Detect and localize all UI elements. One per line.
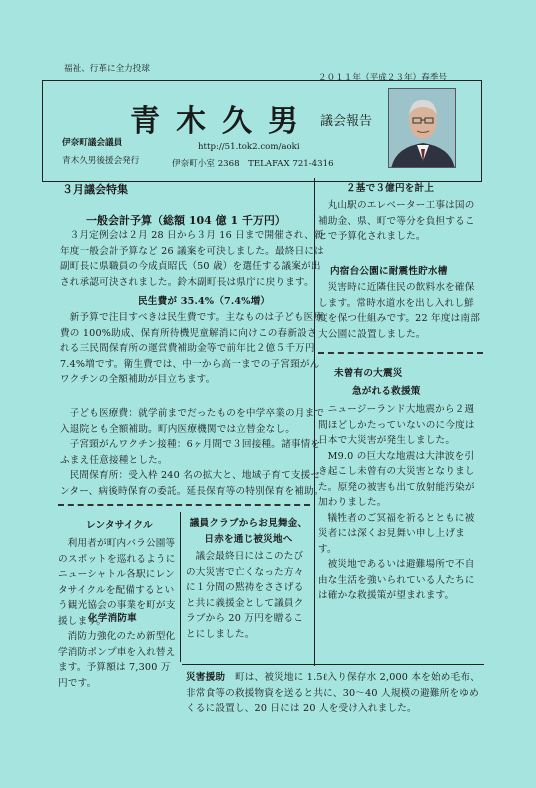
quake-text-3: 犠牲者のご冥福を祈るとともに被災者には深くお見舞い申し上げます。	[318, 512, 475, 555]
medical-item: 子ども医療費：就学前までだったものを中学卒業の月まで入退院とも全額補助。町内医療機関では立替金なし。	[60, 408, 325, 435]
club-text: 議会最終日にはこのたびの大災害で亡くなった方々に１分間の黙祷をささげると共に義援金として議員クラブから 20 万円を贈ることにしました。	[186, 551, 304, 640]
tank-paragraph	[318, 280, 483, 342]
portrait-photo	[388, 88, 456, 168]
website-url: http://51.tok2.com/aoki	[198, 142, 300, 152]
fire-truck-text: 消防力強化のため新型化学消防ポンプ車を入れ替えます。予算額は 7,300 万円です。	[58, 631, 176, 689]
elevator-heading: ２基で３億円を計上	[346, 183, 435, 194]
divider-left	[58, 504, 310, 506]
welfare-heading: 民生費が 35.4%（7.4%増）	[138, 296, 271, 307]
separator-horizontal	[182, 664, 484, 665]
tank-heading: 内宿台公園に耐震性貯水槽	[330, 266, 448, 277]
masthead-title: 青木久男	[130, 104, 314, 139]
member-role: 伊奈町議会議員	[62, 138, 123, 148]
nursery-item: 民間保育所：受入枠 240 名の拡大と、地域子育て支援センター、病後時保育の委託。延長保育等の特別保育を補助。	[60, 470, 324, 497]
welfare-text: 新予算で注目すべきは民生費です。主なものは子ども医療費の 100%助成、保育所待機児童解消に向けこの春新設される三民間保育所の運営費補助金等で前年比２億５千万円 7.4%増です。衛生費では、中一から高一までの子宮頸がんワクチンの全額補助が目立ちます。	[60, 312, 324, 385]
section-title-march: ３月議会特集	[62, 183, 128, 196]
aid-text: 町は、被災地に 1.5ℓ入り保存水 2,000 本を始め毛布、非常食等の救援物資を送ると共に、30～40 人規模の避難所をゆめくるに設置し、20 日には 20 人を受け入れました。	[186, 672, 480, 714]
fire-truck-paragraph	[58, 629, 178, 691]
contact-info: 伊奈町小室 2368 TELAFAX 721-4316	[172, 159, 334, 169]
budget-heading: 一般会計予算（総額 104 億 1 千万円）	[86, 214, 286, 227]
budget-text: ３月定例会は２月 28 日から３月 16 日まで開催され、新年度一般会計予算など 26 議案を可決しました。最終日には副町長に県職員の今成貞昭氏（50 歳）を選任する議案が出され承認可決されました。鈴木副町長は県庁に戻ります。	[60, 230, 324, 288]
quake-heading-1: 未曾有の大震災	[334, 368, 403, 379]
tank-text: 災害時に近隣住民の飲料水を確保します。常時水道水を出し入れし鮮度を保つ仕組みです。22 年度は南部大公園に設置しました。	[318, 282, 480, 340]
rental-cycle-heading: レンタサイクル	[86, 520, 153, 531]
vaccine-item: 子宮頸がんワクチン接種：6ヶ月間で３回接種。諸事情をふまえ任意接種とした。	[60, 439, 321, 466]
publisher: 青木久男後援会発行	[62, 156, 140, 166]
quake-text-4: 被災地であるいは避難場所で不自由な生活を強いられている人たちには確かな救援策が望まれます。	[318, 559, 475, 601]
quake-text-1: ニュージーランド大地震から２週間ほどしかたっていないのに今度は日本で大災害が発生しました。	[318, 404, 475, 446]
fire-truck-heading: 化学消防車	[88, 613, 137, 624]
quake-heading-2: 急がれる救援策	[352, 386, 421, 397]
quake-text-2: M9.0 の巨大な地震は大津波を引き起こし未曾有の大災害となりました。原発の被害も出て放射能汚染が加わりました。	[318, 450, 475, 508]
aid-heading: 災害援助	[186, 672, 235, 683]
divider-right	[318, 352, 483, 354]
issue-date: ２０１１年（平成２３年）春季号	[318, 73, 447, 83]
slogan: 福祉、行革に全力投球	[64, 64, 150, 74]
medical-list	[60, 406, 325, 499]
elevator-paragraph	[318, 198, 483, 245]
club-heading: 議員クラブからお見舞金、日赤を通じ被災地へ	[189, 518, 308, 545]
elevator-text: 丸山駅のエレベーター工事は国の補助金、県、町で等分を負担することで予算化されました。	[318, 200, 475, 242]
quake-paragraph	[318, 402, 483, 604]
separator-vertical-1	[180, 512, 181, 662]
budget-paragraph	[60, 228, 325, 290]
separator-vertical-2	[314, 178, 315, 666]
rental-cycle-text: 利用者が町内バラ公園等のスポットを巡れるようにニューシャトル各駅にレンタサイクルを配備するという観光協会の事業を町が支援します。	[58, 538, 176, 627]
club-paragraph	[186, 549, 308, 642]
aid-paragraph	[186, 670, 484, 717]
welfare-paragraph	[60, 310, 325, 388]
masthead-subtitle: 議会報告	[320, 114, 373, 129]
